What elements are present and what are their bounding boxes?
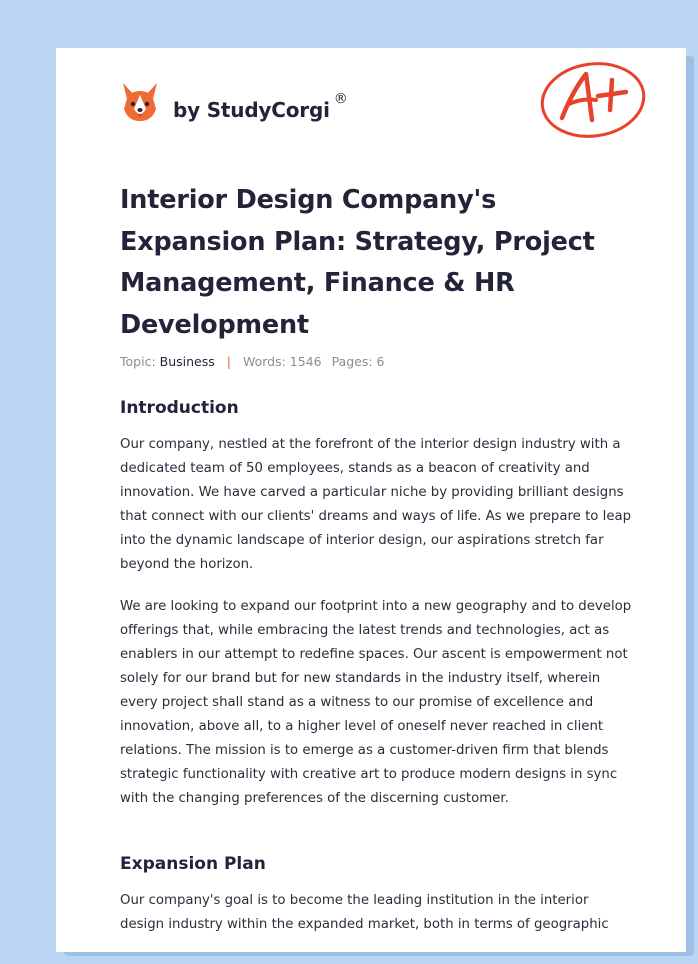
registered-mark: ®	[333, 90, 348, 107]
section-heading-expansion-plan: Expansion Plan	[120, 854, 266, 874]
grade-badge	[538, 58, 650, 146]
topic-link[interactable]: Business	[159, 354, 215, 369]
paragraph: We are looking to expand our footprint into a new geography and to develop offerings that, while embracing the latest trends and technologies, act as enablers in our attempt to redefine spaces. Our ascent is empowerment not solely for our brand but for new standards in the industry itself, wherein every project shall stand as a witness to our promise of excellence and innovation, above all, to a higher level of oneself never reached in client relations. The mission is to emerge as a customer-driven firm that blends strategic functionality with creative art to produce modern designs in sync with the changing preferences of the discerning customer.	[120, 599, 632, 806]
document-title: Interior Design Company's Expansion Plan: Strategy, Project Management, Finance & HR Development	[120, 185, 595, 340]
topic-label: Topic:	[120, 354, 156, 369]
section-heading-introduction: Introduction	[120, 398, 239, 418]
meta-separator: |	[226, 354, 231, 369]
corgi-logo-icon	[120, 79, 160, 123]
a-plus-grade-icon	[538, 58, 650, 142]
paragraph: Our company's goal is to become the leading institution in the interior design industry within the expanded market, both in terms of geographic	[120, 893, 609, 932]
paragraph: Our company, nestled at the forefront of the interior design industry with a dedicated team of 50 employees, stands as a beacon of creativity and innovation. We have carved a particular niche by providing brilliant designs that connect with our clients' dreams and ways of life. As we prepare to leap into the dynamic landscape of interior design, our aspirations stretch far beyond the horizon.	[120, 437, 632, 572]
brand-name: by StudyCorgi ®	[173, 90, 348, 122]
page-count: Pages: 6	[331, 354, 385, 369]
document-page	[56, 48, 686, 952]
brand-logo[interactable]	[120, 76, 348, 126]
document-meta	[120, 354, 385, 369]
word-count: Words: 1546	[242, 354, 322, 369]
